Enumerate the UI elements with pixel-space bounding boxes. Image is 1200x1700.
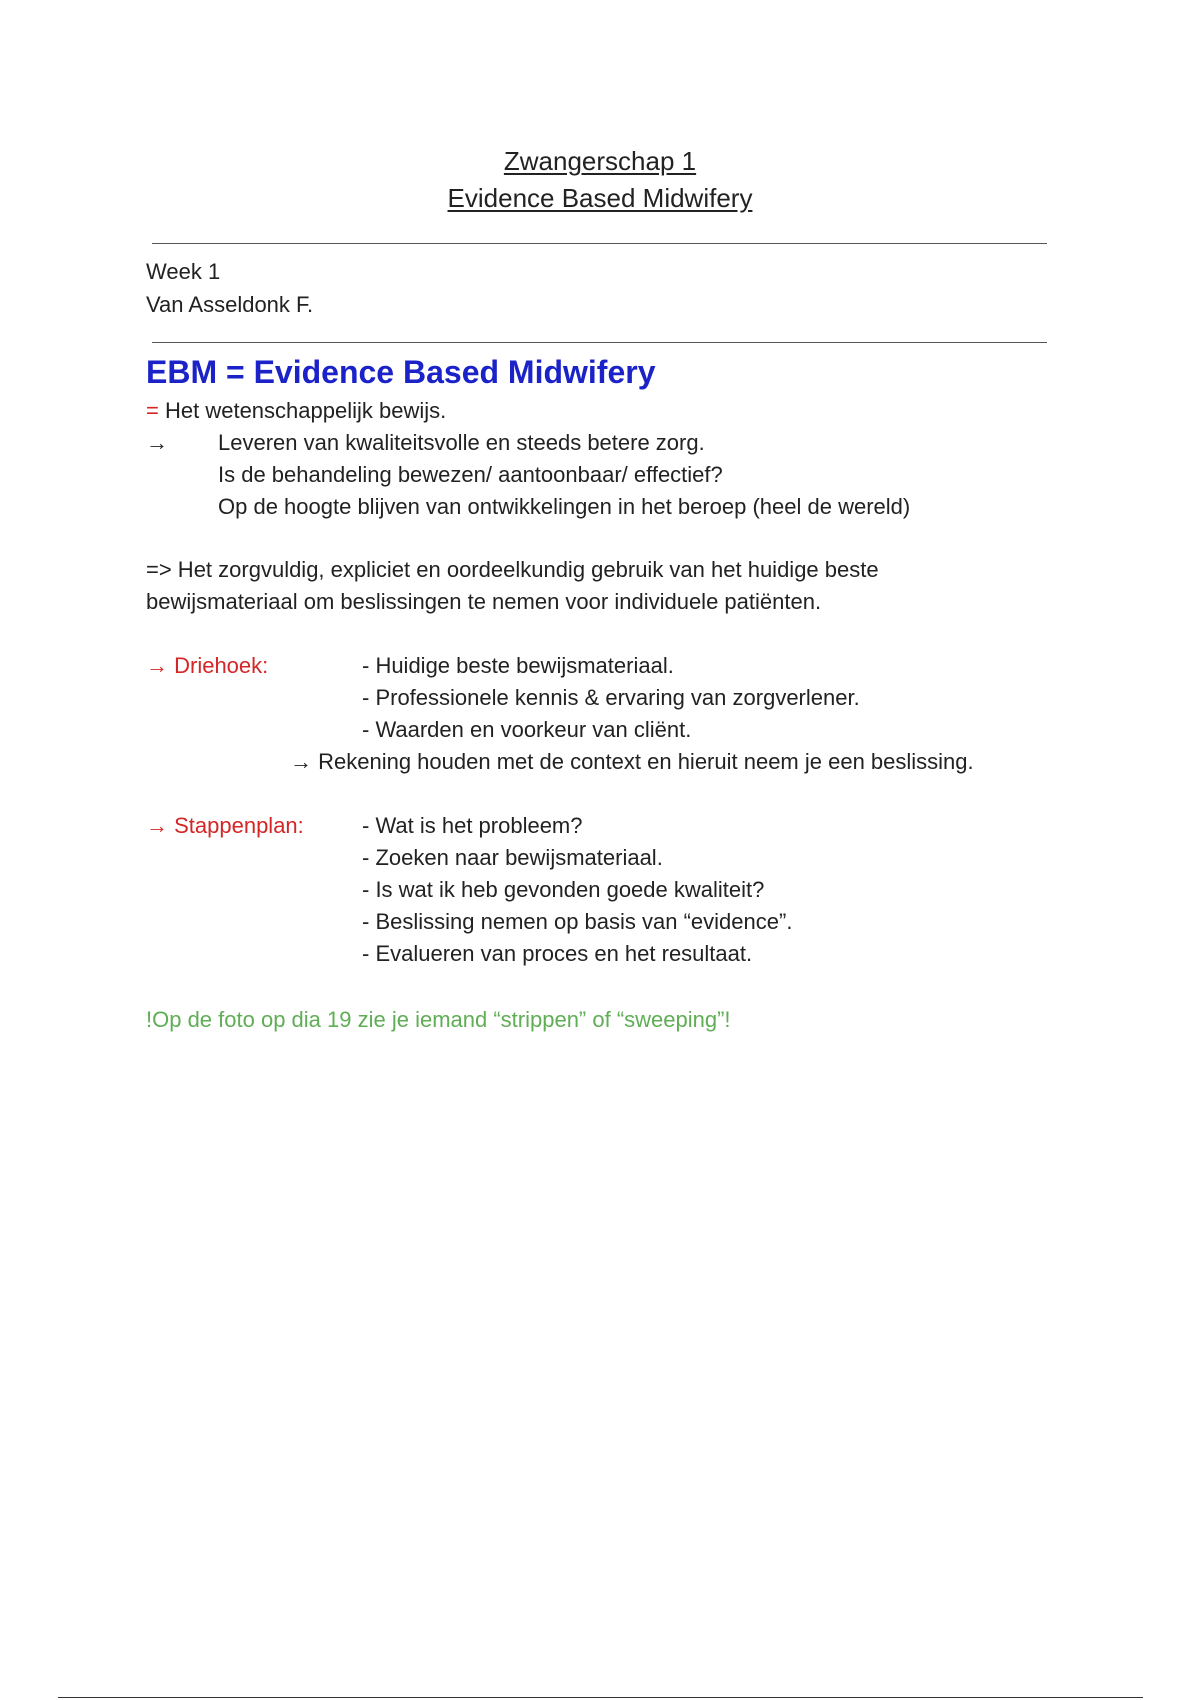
stappenplan-item: - Zoeken naar bewijsmateriaal. bbox=[362, 845, 663, 870]
document-title: Zwangerschap 1 bbox=[503, 146, 697, 176]
note-text: !Op de foto op dia 19 zie je iemand “strippen” of “sweeping”! bbox=[146, 1007, 731, 1032]
stappenplan-item: - Evalueren van proces en het resultaat. bbox=[362, 941, 753, 966]
stappenplan-label: → Stappenplan: bbox=[146, 813, 304, 838]
meta-block bbox=[146, 255, 313, 321]
stappenplan-item: - Wat is het probleem? bbox=[362, 813, 583, 838]
driehoek-item: - Professionele kennis & ervaring van zorgverlener. bbox=[362, 685, 860, 710]
definition-marker: = bbox=[146, 398, 159, 423]
week-label: Week 1 bbox=[146, 259, 221, 284]
ebm-point: Op de hoogte blijven van ontwikkelingen in het beroep (heel de wereld) bbox=[218, 494, 911, 519]
summary-line: => Het zorgvuldig, expliciet en oordeelkundig gebruik van het huidige beste bbox=[146, 557, 879, 582]
driehoek-conclusion: → Rekening houden met de context en hieruit neem je een beslissing. bbox=[290, 749, 974, 774]
section-heading-ebm: EBM = Evidence Based Midwifery bbox=[146, 354, 656, 390]
definition-text: Het wetenschappelijk bewijs. bbox=[164, 398, 447, 423]
ebm-point: Is de behandeling bewezen/ aantoonbaar/ effectief? bbox=[218, 462, 723, 487]
document-subtitle: Evidence Based Midwifery bbox=[447, 183, 753, 213]
stappenplan-item: - Beslissing nemen op basis van “evidence”. bbox=[362, 909, 793, 934]
divider-top bbox=[152, 243, 1047, 244]
driehoek-item: - Waarden en voorkeur van cliënt. bbox=[362, 717, 692, 742]
author-label: Van Asseldonk F. bbox=[146, 292, 314, 317]
divider-bottom bbox=[152, 342, 1047, 343]
document-title-block bbox=[0, 143, 1200, 217]
page-bottom-line bbox=[58, 1697, 1143, 1698]
ebm-point: Leveren van kwaliteitsvolle en steeds betere zorg. bbox=[218, 430, 705, 455]
definition-line bbox=[146, 395, 446, 427]
driehoek-item: - Huidige beste bewijsmateriaal. bbox=[362, 653, 674, 678]
driehoek-label: → Driehoek: bbox=[146, 653, 269, 678]
arrow-icon: → bbox=[146, 430, 168, 455]
summary-line: bewijsmateriaal om beslissingen te nemen voor individuele patiënten. bbox=[146, 589, 822, 614]
stappenplan-item: - Is wat ik heb gevonden goede kwaliteit? bbox=[362, 877, 765, 902]
